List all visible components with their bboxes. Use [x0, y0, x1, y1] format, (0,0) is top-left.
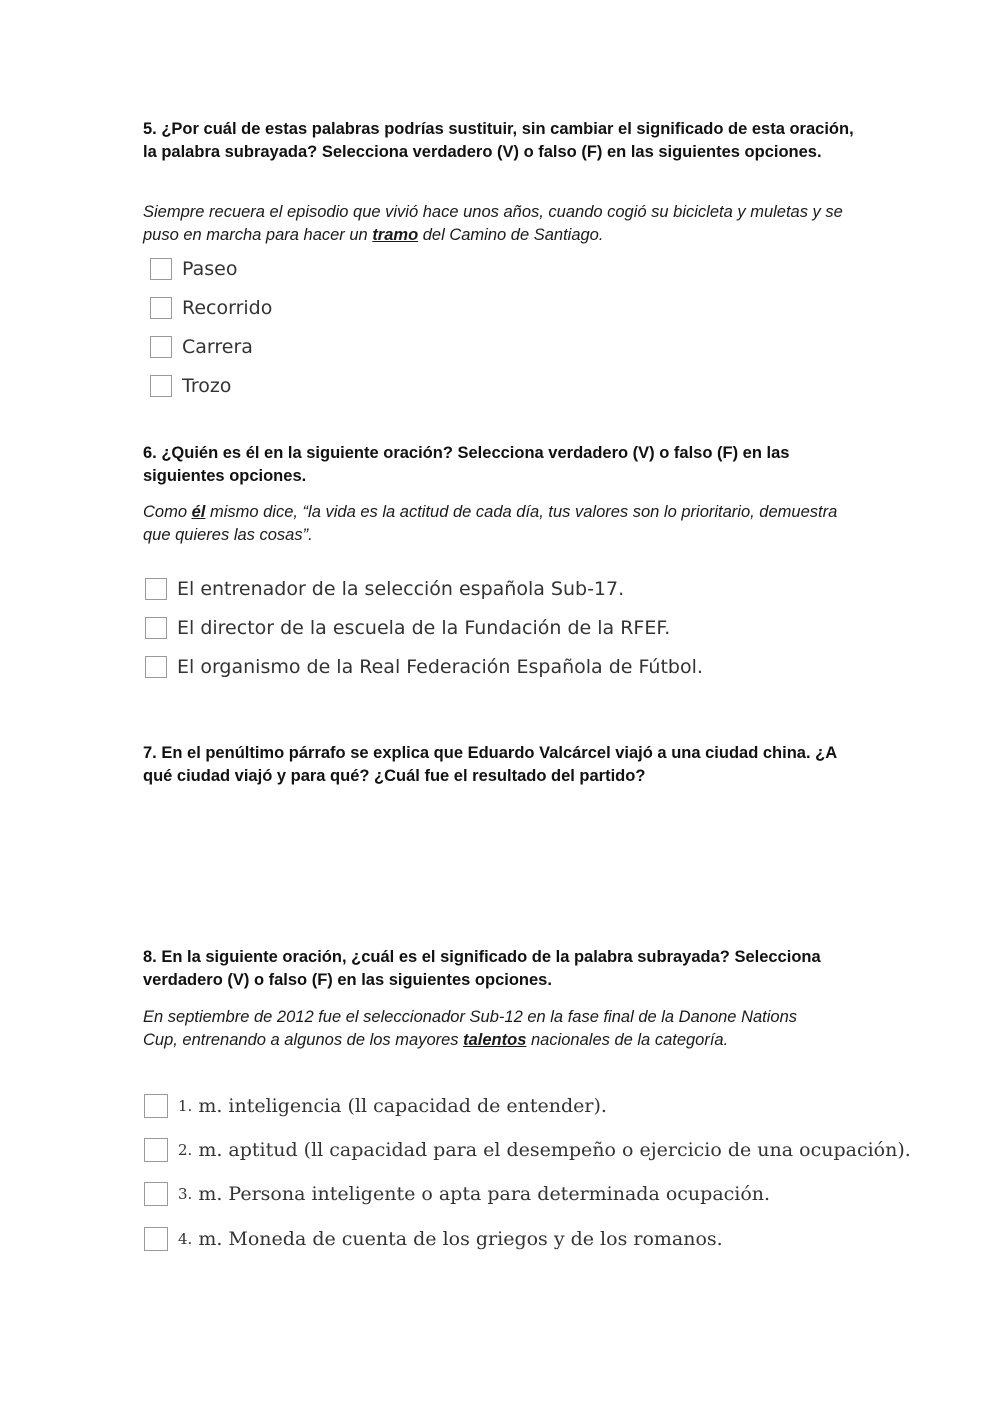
q5-option-label: Carrera [182, 336, 253, 358]
checkbox[interactable] [145, 617, 167, 639]
checkbox[interactable] [145, 656, 167, 678]
q5-option-label: Recorrido [182, 297, 273, 319]
q6-option-label: El director de la escuela de la Fundación de la RFEF. [177, 617, 671, 639]
q5-option-2[interactable] [150, 297, 272, 319]
checkbox[interactable] [150, 375, 172, 397]
q5-sentence [143, 201, 843, 247]
q8-option-number: 4. [178, 1230, 193, 1248]
checkbox[interactable] [144, 1182, 168, 1206]
q7-title: 7. En el penúltimo párrafo se explica que Eduardo Valcárcel viajó a una ciudad china. ¿A qué ciudad viajó y para qué? ¿Cuál fue el resultado del partido? [143, 744, 837, 785]
checkbox[interactable] [150, 297, 172, 319]
q5-sentence-after: del Camino de Santiago. [418, 226, 604, 244]
q6-option-2[interactable] [145, 617, 670, 639]
q6-option-3[interactable] [145, 656, 703, 678]
q5-option-1[interactable] [150, 258, 237, 280]
q8-underlined-word: talentos [463, 1031, 527, 1049]
checkbox[interactable] [144, 1094, 168, 1118]
q8-option-1[interactable] [144, 1094, 607, 1118]
q5-underlined-word: tramo [372, 226, 419, 244]
q5-option-4[interactable] [150, 375, 231, 397]
q8-option-3[interactable] [144, 1182, 770, 1206]
q5-title: 5. ¿Por cuál de estas palabras podrías sustituir, sin cambiar el significado de esta oración, la palabra subrayada? Selecciona verdadero (V) o falso (F) en las siguientes opciones. [143, 120, 854, 161]
q8-option-label: m. Moneda de cuenta de los griegos y de los romanos. [198, 1228, 723, 1250]
q8-title: 8. En la siguiente oración, ¿cuál es el significado de la palabra subrayada? Selecciona verdadero (V) o falso (F) en las siguientes opciones. [143, 948, 821, 989]
q8-option-number: 2. [178, 1141, 193, 1159]
q5-option-3[interactable] [150, 336, 253, 358]
q5-option-label: Paseo [182, 258, 238, 280]
q8-option-2[interactable] [144, 1138, 911, 1162]
q6-option-1[interactable] [145, 578, 624, 600]
q8-option-4[interactable] [144, 1227, 723, 1251]
q6-sentence-after: mismo dice, “la vida es la actitud de cada día, tus valores son lo prioritario, demuestra que quieres las cosas”. [143, 503, 838, 544]
q6-sentence-before: Como [143, 503, 192, 521]
q5-sentence-before: Siempre recuera el episodio que vivió hace unos años, cuando cogió su bicicleta y muletas y se puso en marcha para hacer un [143, 203, 843, 244]
q6-option-label: El organismo de la Real Federación Española de Fútbol. [177, 656, 703, 678]
checkbox[interactable] [150, 336, 172, 358]
checkbox[interactable] [150, 258, 172, 280]
q8-option-label: m. aptitud (ll capacidad para el desempeño o ejercicio de una ocupación). [198, 1139, 911, 1161]
q8-option-number: 3. [178, 1185, 193, 1203]
checkbox[interactable] [145, 578, 167, 600]
checkbox[interactable] [144, 1138, 168, 1162]
q8-sentence-after: nacionales de la categoría. [526, 1031, 729, 1049]
q8-option-label: m. Persona inteligente o apta para determinada ocupación. [198, 1183, 771, 1205]
q6-option-label: El entrenador de la selección española Sub-17. [177, 578, 625, 600]
checkbox[interactable] [144, 1227, 168, 1251]
q8-sentence [143, 1006, 833, 1052]
q6-sentence [143, 501, 843, 547]
q6-underlined-word: él [191, 503, 206, 521]
q8-option-label: m. inteligencia (ll capacidad de entender). [198, 1095, 607, 1117]
q8-option-number: 1. [178, 1097, 193, 1115]
q6-title: 6. ¿Quién es él en la siguiente oración? Selecciona verdadero (V) o falso (F) en las siguientes opciones. [143, 444, 790, 485]
q8-sentence-before: En septiembre de 2012 fue el seleccionador Sub-12 en la fase final de la Danone Nations Cup, entrenando a algunos de los mayores [143, 1008, 798, 1049]
q5-option-label: Trozo [182, 375, 232, 397]
